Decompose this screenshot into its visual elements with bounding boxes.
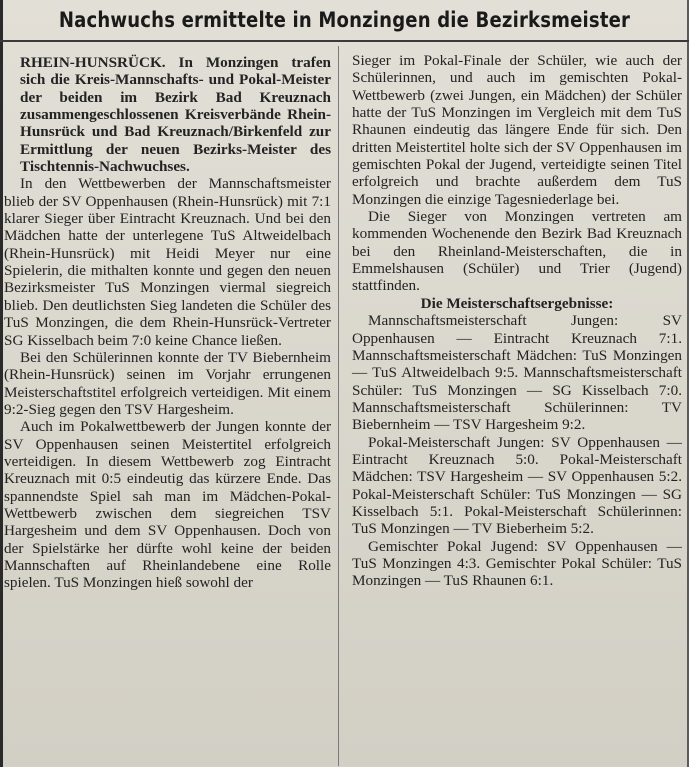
- results-paragraph: Pokal-Meisterschaft Jungen: SV Oppenhausen — Eintracht Kreuznach 5:0. Pokal-Meisterschaft Mädchen: TSV Hargesheim — SV Oppenhausen 5:2. Pokal-Meisterschaft Schüler: TuS Monzingen — SG Kisselbach 5:1. Pokal-Meisterschaft Schülerinnen: TuS Monzingen — TV Bieberheim 5:2.: [352, 433, 682, 538]
- headline: Nachwuchs ermittelte in Monzingen die Bezirksmeister: [58, 8, 631, 32]
- column-divider: [338, 46, 339, 766]
- body-paragraph: Sieger im Pokal-Finale der Schüler, wie auch der Schülerinnen, und auch im gemischten Pokal-Wettbewerb (zwei Jungen, ein Mädchen) der Schüler hatte der TuS Monzingen im Vergleich mit dem TuS Rhaunen eindeutig das längere Ende für sich. Den dritten Meistertitel holte sich der SV Oppenhausen im gemischten Pokal der Jugend, verteidigte seinen Titel erfolgreich und brachte außerdem dem TuS Monzingen die einzige Tagesniederlage bei.: [352, 52, 682, 208]
- scan-edge-left: [0, 0, 3, 767]
- results-paragraph: Mannschaftsmeisterschaft Jungen: SV Oppenhausen — Eintracht Kreuznach 7:1. Mannschaftsmeisterschaft Mädchen: TuS Monzingen — TuS Altweidelbach 9:5. Mannschaftsmeisterschaft Schüler: TuS Monzingen — SG Kisselbach 7:0. Mannschaftsmeisterschaft Schülerinnen: TV Biebernheim — TSV Hargesheim 9:2.: [352, 312, 682, 434]
- results-heading: Die Meisterschaftsergebnisse:: [420, 294, 614, 312]
- dateline: RHEIN-HUNSRÜCK.: [20, 54, 166, 71]
- results-paragraph: Gemischter Pokal Jugend: SV Oppenhausen — TuS Monzingen 4:3. Gemischter Pokal Schüler: TuS Monzingen — TuS Rhaunen 6:1.: [352, 537, 682, 590]
- headline-rule: [0, 40, 689, 42]
- body-paragraph: Die Sieger von Monzingen vertreten am kommenden Wochenende den Bezirk Bad Kreuznach bei den Rheinland-Meisterschaften, die in Emmelshausen (Schüler) und Trier (Jugend) stattfinden.: [352, 208, 682, 295]
- body-paragraph: In den Wettbewerben der Mannschaftsmeister blieb der SV Oppenhausen (Rhein-Hunsrück) mit 7:1 klarer Sieger über Eintracht Kreuznach. Und bei den Mädchen hatte der unterlegene TuS Altweidelbach (Rhein-Hunsrück) mit Heidi Meyer nur eine Spielerin, die mithalten konnte und gegen den neuen Bezirksmeister TuS Monzingen viermal siegreich blieb. Den deutlichsten Sieg landeten die Schüler des TuS Monzingen, die dem Rhein-Hunsrück-Vertreter SG Kisselbach beim 7:0 keine Chance ließen.: [4, 175, 331, 349]
- article-column-left: [4, 54, 331, 592]
- body-paragraph: Auch im Pokalwettbewerb der Jungen konnte der SV Oppenhausen seinen Meistertitel erfolgreich verteidigen. In diesem Wettbewerb zog Eintracht Kreuznach mit 0:5 eindeutig das kürzere Ende. Das spannendste Spiel sah man im Mädchen-Pokal-Wettbewerb zwischen dem siegreichen TSV Hargesheim und dem SV Oppenhausen. Doch von der Spielstärke her dürfte wohl keine der beiden Mannschaften auf Rheinlandebene eine Rolle spielen. TuS Monzingen hieß sowohl der: [4, 418, 331, 592]
- article-column-right: [352, 52, 682, 590]
- lead-paragraph: [4, 54, 331, 175]
- lead-text: In Monzingen trafen sich die Kreis-Mannschafts- und Pokal-Meister der beiden im Bezirk Bad Kreuznach zusammengeschlossenen Kreisverbände Rhein-Hunsrück und Bad Kreuznach/Birkenfeld zur Ermittlung der neuen Bezirks-Meister des Tischtennis-Nachwuchses.: [20, 54, 332, 176]
- body-paragraph: Bei den Schülerinnen konnte der TV Biebernheim (Rhein-Hunsrück) seinen im Vorjahr errungenen Meisterschaftstitel erfolgreich verteidigen. Mit einem 9:2-Sieg gegen den TSV Hargesheim.: [4, 348, 331, 418]
